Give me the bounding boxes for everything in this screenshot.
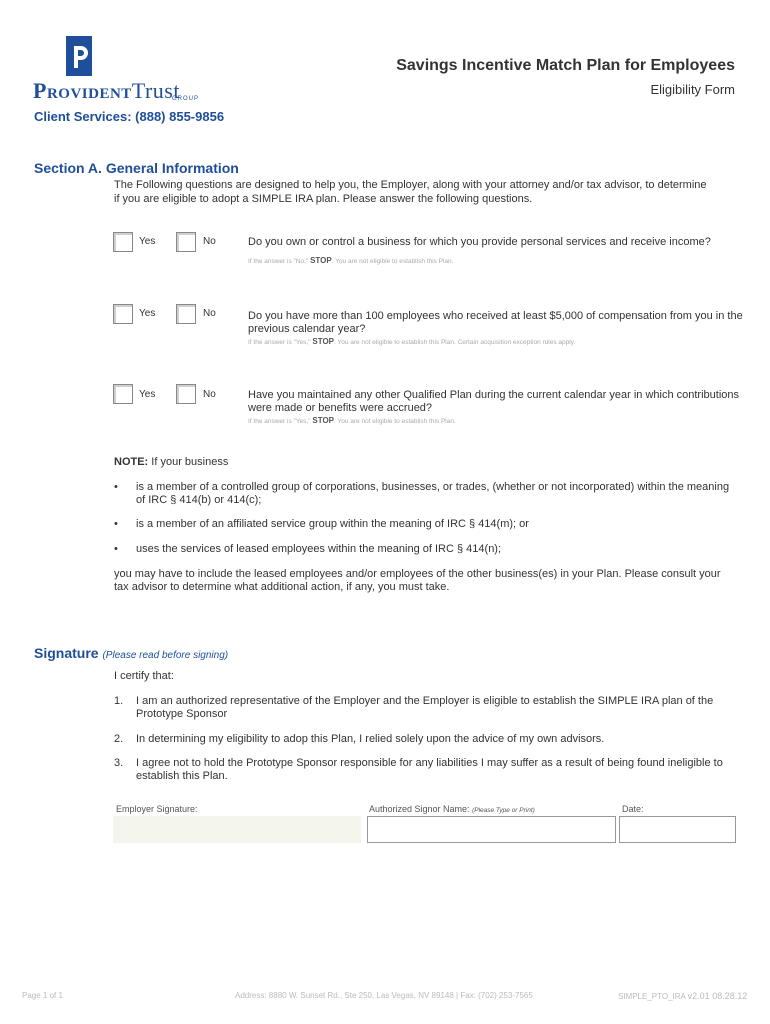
q1-text: Do you own or control a business for which you provide personal services and receive income? xyxy=(248,236,711,248)
signature-heading xyxy=(34,645,228,661)
q2-yes-checkbox[interactable] xyxy=(113,304,133,324)
footer-page-number: Page 1 of 1 xyxy=(22,991,63,1000)
item-text: I am an authorized representative of the Employer and the Employer is eligible to establish the SIMPLE IRA plan of the Prototype Sponsor xyxy=(136,695,714,720)
footer-address: Address: 8880 W. Sunset Rd., Ste 250, Las Vegas, NV 89148 | Fax: (702) 253-7565 xyxy=(235,991,533,1000)
item-number: 3. xyxy=(114,757,124,769)
bullet-text: is a member of a controlled group of corporations, businesses, or trades, (whether or not incorporated) within the meaning of IRC § 414(b) or 414(c); xyxy=(136,481,730,506)
section-a-intro: The Following questions are designed to help you, the Employer, along with your attorney and/or tax advisor, to determine if you are eligible to adopt a SIMPLE IRA plan. Please answer the following questions. xyxy=(114,179,707,205)
q1-no-checkbox[interactable] xyxy=(176,232,196,252)
employer-signature-label: Employer Signature: xyxy=(116,804,198,814)
item-text: I agree not to hold the Prototype Sponsor responsible for any liabilities I may suffer as a result of being found ineligible to establish this Plan. xyxy=(136,757,723,782)
q3-note-pre: If the answer is "Yes," xyxy=(248,418,311,425)
q2-text: Do you have more than 100 employees who received at least $5,000 of compensation from you in the previous calendar year? xyxy=(248,310,743,335)
signor-name-label xyxy=(369,804,535,814)
q2-no-checkbox[interactable] xyxy=(176,304,196,324)
q2-yes-label: Yes xyxy=(139,308,156,319)
list-item xyxy=(114,543,734,557)
bullet-text: is a member of an affiliated service group within the meaning of IRC § 414(m); or xyxy=(136,518,529,530)
q1-note-post: . You are not eligible to establish this Plan. xyxy=(331,258,454,265)
section-a-heading: Section A. General Information xyxy=(34,160,239,176)
footer-version-number: v2.01 08.28.12 xyxy=(687,991,748,1001)
q2-note xyxy=(248,337,575,346)
q1-yes-checkbox[interactable] xyxy=(113,232,133,252)
form-title: Savings Incentive Match Plan for Employees xyxy=(396,57,735,74)
footer-version xyxy=(618,991,747,1001)
date-label: Date: xyxy=(622,804,644,814)
footer-form-code: SIMPLE_PTO_IRA xyxy=(618,992,686,1001)
bullet-text: uses the services of leased employees within the meaning of IRC § 414(n); xyxy=(136,543,502,555)
signor-name-label-text: Authorized Signor Name: xyxy=(369,804,470,814)
q1-note-pre: If the answer is "No," xyxy=(248,258,309,265)
item-number: 1. xyxy=(114,695,124,707)
company-logo-wordmark xyxy=(33,78,180,104)
q3-yes-label: Yes xyxy=(139,389,156,400)
item-number: 2. xyxy=(114,733,124,745)
q2-note-pre: If the answer is "Yes," xyxy=(248,339,311,346)
list-item xyxy=(114,481,734,509)
date-field[interactable] xyxy=(619,816,736,843)
provident-p-logo-icon xyxy=(66,36,92,76)
logo-name-bold: Provident xyxy=(33,78,132,103)
list-item xyxy=(114,695,734,723)
signature-heading-note: (Please read before signing) xyxy=(102,650,229,661)
q1-yes-label: Yes xyxy=(139,236,156,247)
form-subtitle: Eligibility Form xyxy=(650,82,735,97)
list-item xyxy=(114,757,734,785)
note-bold-label: NOTE: xyxy=(114,456,149,468)
note-rest: If your business xyxy=(148,456,229,468)
q3-text: Have you maintained any other Qualified Plan during the current calendar year in which contributions were made or benefits were accrued? xyxy=(248,389,740,414)
q2-note-stop: STOP xyxy=(312,337,334,346)
q3-note xyxy=(248,416,456,425)
q2-note-post: . You are not eligible to establish this Plan. Certain acquisition exception rules apply. xyxy=(334,339,576,346)
employer-signature-field[interactable] xyxy=(113,816,361,843)
signor-name-field[interactable] xyxy=(367,816,616,843)
certify-text: I certify that: xyxy=(114,670,174,682)
bullet-dot: • xyxy=(114,481,118,493)
q3-no-label: No xyxy=(203,389,216,400)
bullet-dot: • xyxy=(114,543,118,555)
logo-group-label: GROUP xyxy=(172,96,200,102)
q3-note-post: . You are not eligible to establish this Plan. xyxy=(334,418,456,425)
q3-yes-checkbox[interactable] xyxy=(113,384,133,404)
signor-name-hint: (Please Type or Print) xyxy=(472,807,535,814)
bullet-dot: • xyxy=(114,518,118,530)
q1-no-label: No xyxy=(203,236,216,247)
item-text: In determining my eligibility to adop this Plan, I relied solely upon the advice of my own advisors. xyxy=(136,733,605,745)
q1-note xyxy=(248,256,453,265)
note-closing: you may have to include the leased employees and/or employees of the other business(es) in your Plan. Please consult your tax advisor to determine what additional action, if any, you must take. xyxy=(114,568,721,593)
q3-no-checkbox[interactable] xyxy=(176,384,196,404)
q2-no-label: No xyxy=(203,308,216,319)
list-item xyxy=(114,733,734,747)
logo-name-light: Trust xyxy=(131,78,180,103)
signature-heading-text: Signature xyxy=(34,645,99,661)
list-item xyxy=(114,518,734,532)
client-services-phone: Client Services: (888) 855-9856 xyxy=(34,109,225,124)
note-intro xyxy=(114,456,228,468)
q3-note-stop: STOP xyxy=(312,416,334,425)
q1-note-stop: STOP xyxy=(310,256,332,265)
